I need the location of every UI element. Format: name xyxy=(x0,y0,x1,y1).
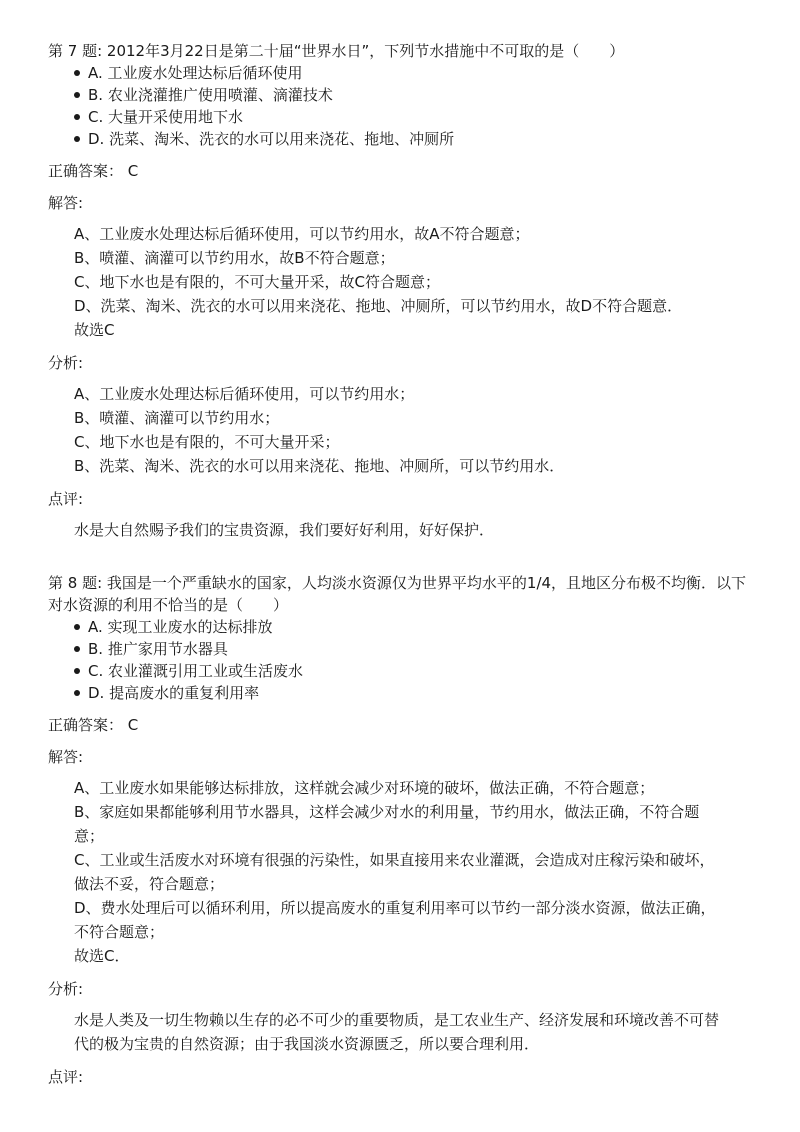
bullet-icon xyxy=(74,92,80,98)
option-item xyxy=(70,616,752,638)
solution-line: D、费水处理后可以循环利用，所以提高废水的重复利用率可以节约一部分淡水资源，做法正确，不符合题意； xyxy=(74,899,716,941)
question-title: 第 7 题: 2012年3月22日是第二十届“世界水日”，下列节水措施中不可取的是（ ） xyxy=(48,42,625,60)
option-list xyxy=(48,616,752,704)
option-list xyxy=(48,62,752,150)
bullet-icon xyxy=(74,136,80,142)
question-block-7 xyxy=(48,40,752,542)
option-item xyxy=(70,106,752,128)
question-title: 第 8 题: 我国是一个严重缺水的国家，人均淡水资源仅为世界平均水平的1/4，且地区分布极不均衡．以下对水资源的利用不恰当的是（ ） xyxy=(48,574,747,614)
option-text: A. 实现工业废水的达标排放 xyxy=(88,618,273,636)
solution-line: C、地下水也是有限的，不可大量开采，故C符合题意； xyxy=(74,273,440,291)
solution-line: A、工业废水处理达标后循环使用，可以节约用水，故A不符合题意； xyxy=(74,225,530,243)
option-text: D. 提高废水的重复利用率 xyxy=(88,684,260,702)
correct-answer xyxy=(48,160,752,182)
option-item xyxy=(70,682,752,704)
answer-value: C xyxy=(127,162,139,180)
analysis-line: A、工业废水处理达标后循环使用，可以节约用水； xyxy=(74,385,415,403)
solution-label: 解答: xyxy=(48,194,84,212)
option-text: D. 洗菜、淘米、洗衣的水可以用来浇花、拖地、冲厕所 xyxy=(88,130,455,148)
analysis-body xyxy=(48,1008,752,1056)
question-block-8 xyxy=(48,572,752,1088)
bullet-icon xyxy=(74,690,80,696)
analysis-line: 水是人类及一切生物赖以生存的必不可少的重要物质，是工农业生产、经济发展和环境改善不可替代的极为宝贵的自然资源；由于我国淡水资源匮乏，所以要合理利用． xyxy=(74,1011,720,1053)
bullet-icon xyxy=(74,668,80,674)
solution-body xyxy=(48,776,752,968)
option-text: A. 工业废水处理达标后循环使用 xyxy=(88,64,303,82)
solution-line: 故选C． xyxy=(74,947,130,965)
bullet-icon xyxy=(74,70,80,76)
bullet-icon xyxy=(74,114,80,120)
option-text: C. 大量开采使用地下水 xyxy=(88,108,244,126)
bullet-icon xyxy=(74,646,80,652)
option-text: B. 推广家用节水器具 xyxy=(88,640,228,658)
option-text: C. 农业灌溉引用工业或生活废水 xyxy=(88,662,304,680)
solution-line: D、洗菜、淘米、洗衣的水可以用来浇花、拖地、冲厕所，可以节约用水，故D不符合题意． xyxy=(74,297,683,315)
option-item xyxy=(70,84,752,106)
comment-label: 点评: xyxy=(48,490,84,508)
analysis-line: C、地下水也是有限的，不可大量开采； xyxy=(74,433,340,451)
solution-line: B、喷灌、滴灌可以节约用水，故B不符合题意； xyxy=(74,249,395,267)
option-item xyxy=(70,660,752,682)
analysis-body xyxy=(48,382,752,478)
analysis-label: 分析: xyxy=(48,980,84,998)
comment-label: 点评: xyxy=(48,1068,84,1086)
answer-value: C xyxy=(127,716,139,734)
analysis-label: 分析: xyxy=(48,354,84,372)
correct-answer xyxy=(48,714,752,736)
comment-line: 水是大自然赐予我们的宝贵资源，我们要好好利用，好好保护． xyxy=(74,521,495,539)
solution-line: 故选C xyxy=(74,321,115,339)
bullet-icon xyxy=(74,624,80,630)
analysis-line: B、喷灌、滴灌可以节约用水； xyxy=(74,409,280,427)
solution-line: C、工业或生活废水对环境有很强的污染性，如果直接用来农业灌溉，会造成对庄稼污染和破坏，做法不妥，符合题意； xyxy=(74,851,715,893)
answer-label: 正确答案： xyxy=(48,716,124,734)
answer-label: 正确答案： xyxy=(48,162,124,180)
option-item xyxy=(70,62,752,84)
solution-line: A、工业废水如果能够达标排放，这样就会减少对环境的破坏，做法正确，不符合题意； xyxy=(74,779,655,797)
solution-line: B、家庭如果都能够利用节水器具，这样会减少对水的利用量，节约用水，做法正确，不符合题意； xyxy=(74,803,700,845)
analysis-line: B、洗菜、淘米、洗衣的水可以用来浇花、拖地、冲厕所，可以节约用水． xyxy=(74,457,565,475)
solution-body xyxy=(48,222,752,342)
option-item xyxy=(70,128,752,150)
question-spacer xyxy=(48,542,752,572)
option-text: B. 农业浇灌推广使用喷灌、滴灌技术 xyxy=(88,86,333,104)
option-item xyxy=(70,638,752,660)
solution-label: 解答: xyxy=(48,748,84,766)
comment-body xyxy=(48,518,752,542)
